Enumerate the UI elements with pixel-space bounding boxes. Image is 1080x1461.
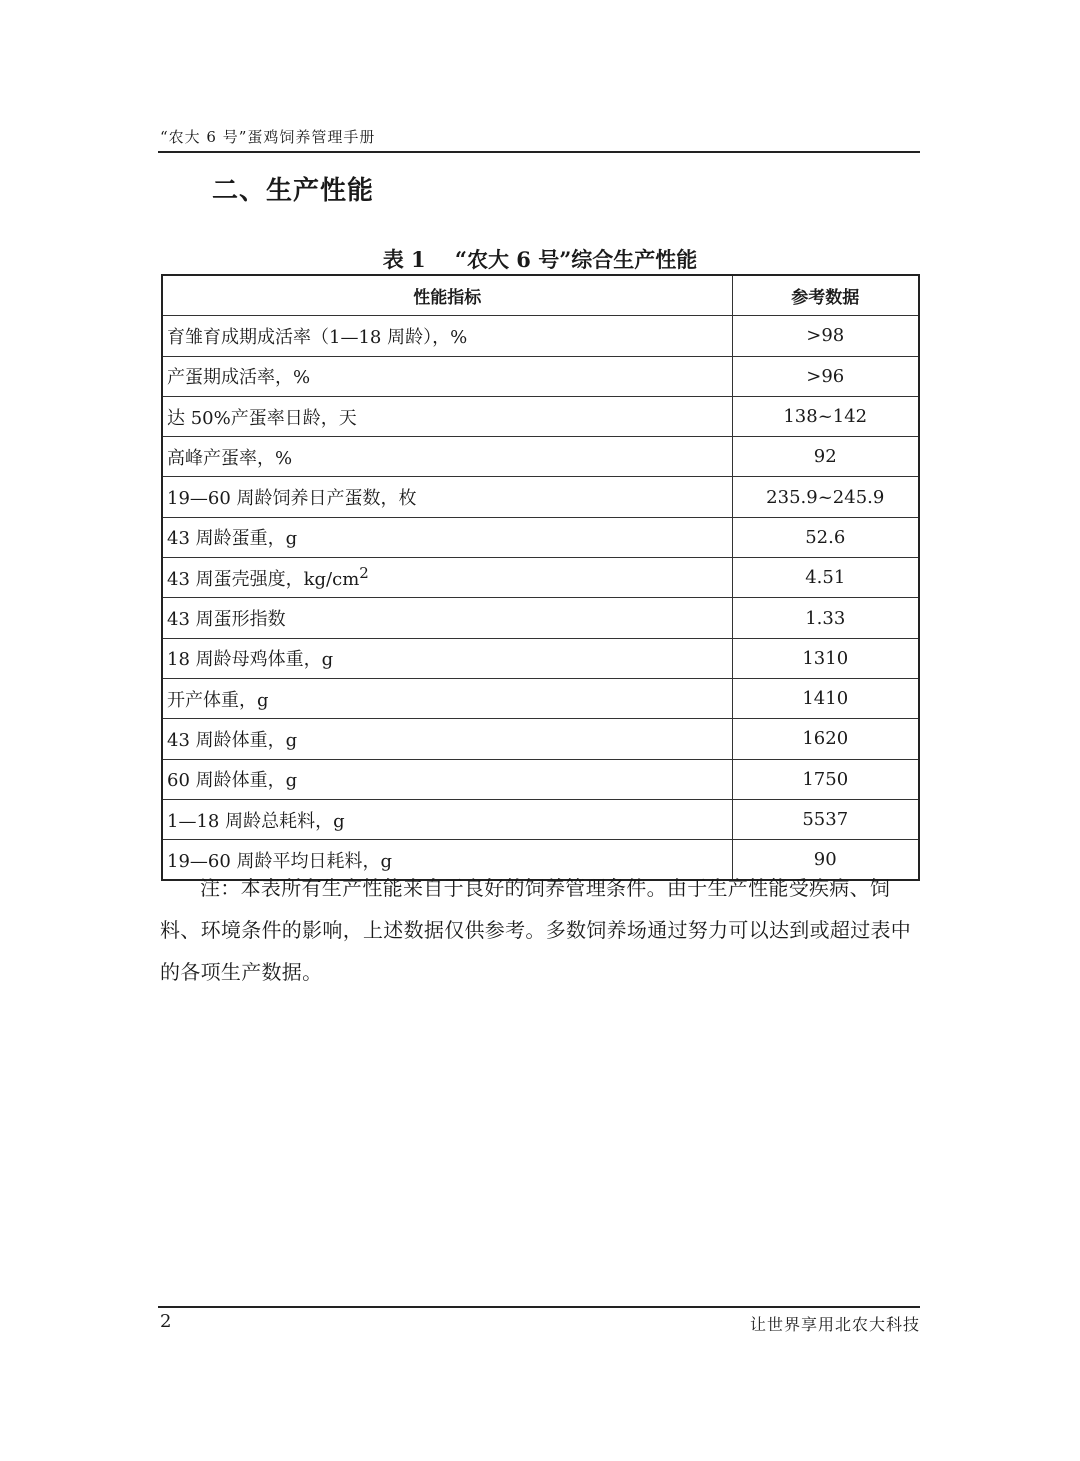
table-header-row — [162, 275, 919, 316]
table-row — [162, 558, 919, 598]
metric-cell: 达 50%产蛋率日龄，天 — [162, 396, 732, 436]
value-cell: >96 — [732, 356, 919, 396]
header-rule — [158, 151, 920, 153]
value-cell: 1.33 — [732, 598, 919, 638]
column-header-metric: 性能指标 — [162, 275, 732, 316]
value-cell: 1410 — [732, 678, 919, 718]
metric-cell: 育雏育成期成活率（1—18 周龄），% — [162, 316, 732, 356]
metric-cell: 开产体重，g — [162, 678, 732, 718]
metric-cell: 43 周龄蛋重，g — [162, 517, 732, 557]
table-row — [162, 437, 919, 477]
metric-cell: 19—60 周龄饲养日产蛋数，枚 — [162, 477, 732, 517]
page-number: 2 — [160, 1311, 172, 1332]
value-cell: >98 — [732, 316, 919, 356]
table-row — [162, 638, 919, 678]
value-cell: 4.51 — [732, 558, 919, 598]
value-cell: 5537 — [732, 799, 919, 839]
value-cell: 235.9~245.9 — [732, 477, 919, 517]
table-row — [162, 598, 919, 638]
metric-cell: 18 周龄母鸡体重，g — [162, 638, 732, 678]
value-cell: 90 — [732, 840, 919, 881]
table-row — [162, 517, 919, 557]
metric-cell: 43 周龄体重，g — [162, 719, 732, 759]
table-row — [162, 316, 919, 356]
performance-table — [161, 274, 920, 881]
table-row — [162, 477, 919, 517]
table-row — [162, 396, 919, 436]
value-cell: 138~142 — [732, 396, 919, 436]
running-header: “农大 6 号”蛋鸡饲养管理手册 — [160, 128, 376, 146]
metric-cell: 60 周龄体重，g — [162, 759, 732, 799]
column-header-value: 参考数据 — [732, 275, 919, 316]
section-heading: 二、生产性能 — [212, 176, 375, 206]
metric-text: 43 周蛋壳强度，kg/cm — [167, 569, 360, 591]
footer-slogan: 让世界享用北农大科技 — [749, 1315, 920, 1334]
table-caption: 表 1 “农大 6 号”综合生产性能 — [382, 247, 698, 272]
metric-cell: 1—18 周龄总耗料，g — [162, 799, 732, 839]
table-row — [162, 759, 919, 799]
table-row — [162, 799, 919, 839]
table-row — [162, 719, 919, 759]
value-cell: 1750 — [732, 759, 919, 799]
value-cell: 92 — [732, 437, 919, 477]
superscript: 2 — [359, 564, 369, 583]
metric-cell: 产蛋期成活率，% — [162, 356, 732, 396]
metric-cell: 19—60 周龄平均日耗料，g — [162, 840, 732, 881]
metric-cell — [162, 558, 732, 598]
metric-cell: 43 周蛋形指数 — [162, 598, 732, 638]
value-cell: 1620 — [732, 719, 919, 759]
table-note: 注：本表所有生产性能来自于良好的饲养管理条件。由于生产性能受疾病、饲料、环境条件的影响，上述数据仅供参考。多数饲养场通过努力可以达到或超过表中的各项生产数据。 — [160, 876, 912, 984]
value-cell: 1310 — [732, 638, 919, 678]
table-body — [162, 316, 919, 881]
table-row — [162, 356, 919, 396]
value-cell: 52.6 — [732, 517, 919, 557]
footer-rule — [158, 1306, 920, 1308]
metric-cell: 高峰产蛋率，% — [162, 437, 732, 477]
table-row — [162, 678, 919, 718]
